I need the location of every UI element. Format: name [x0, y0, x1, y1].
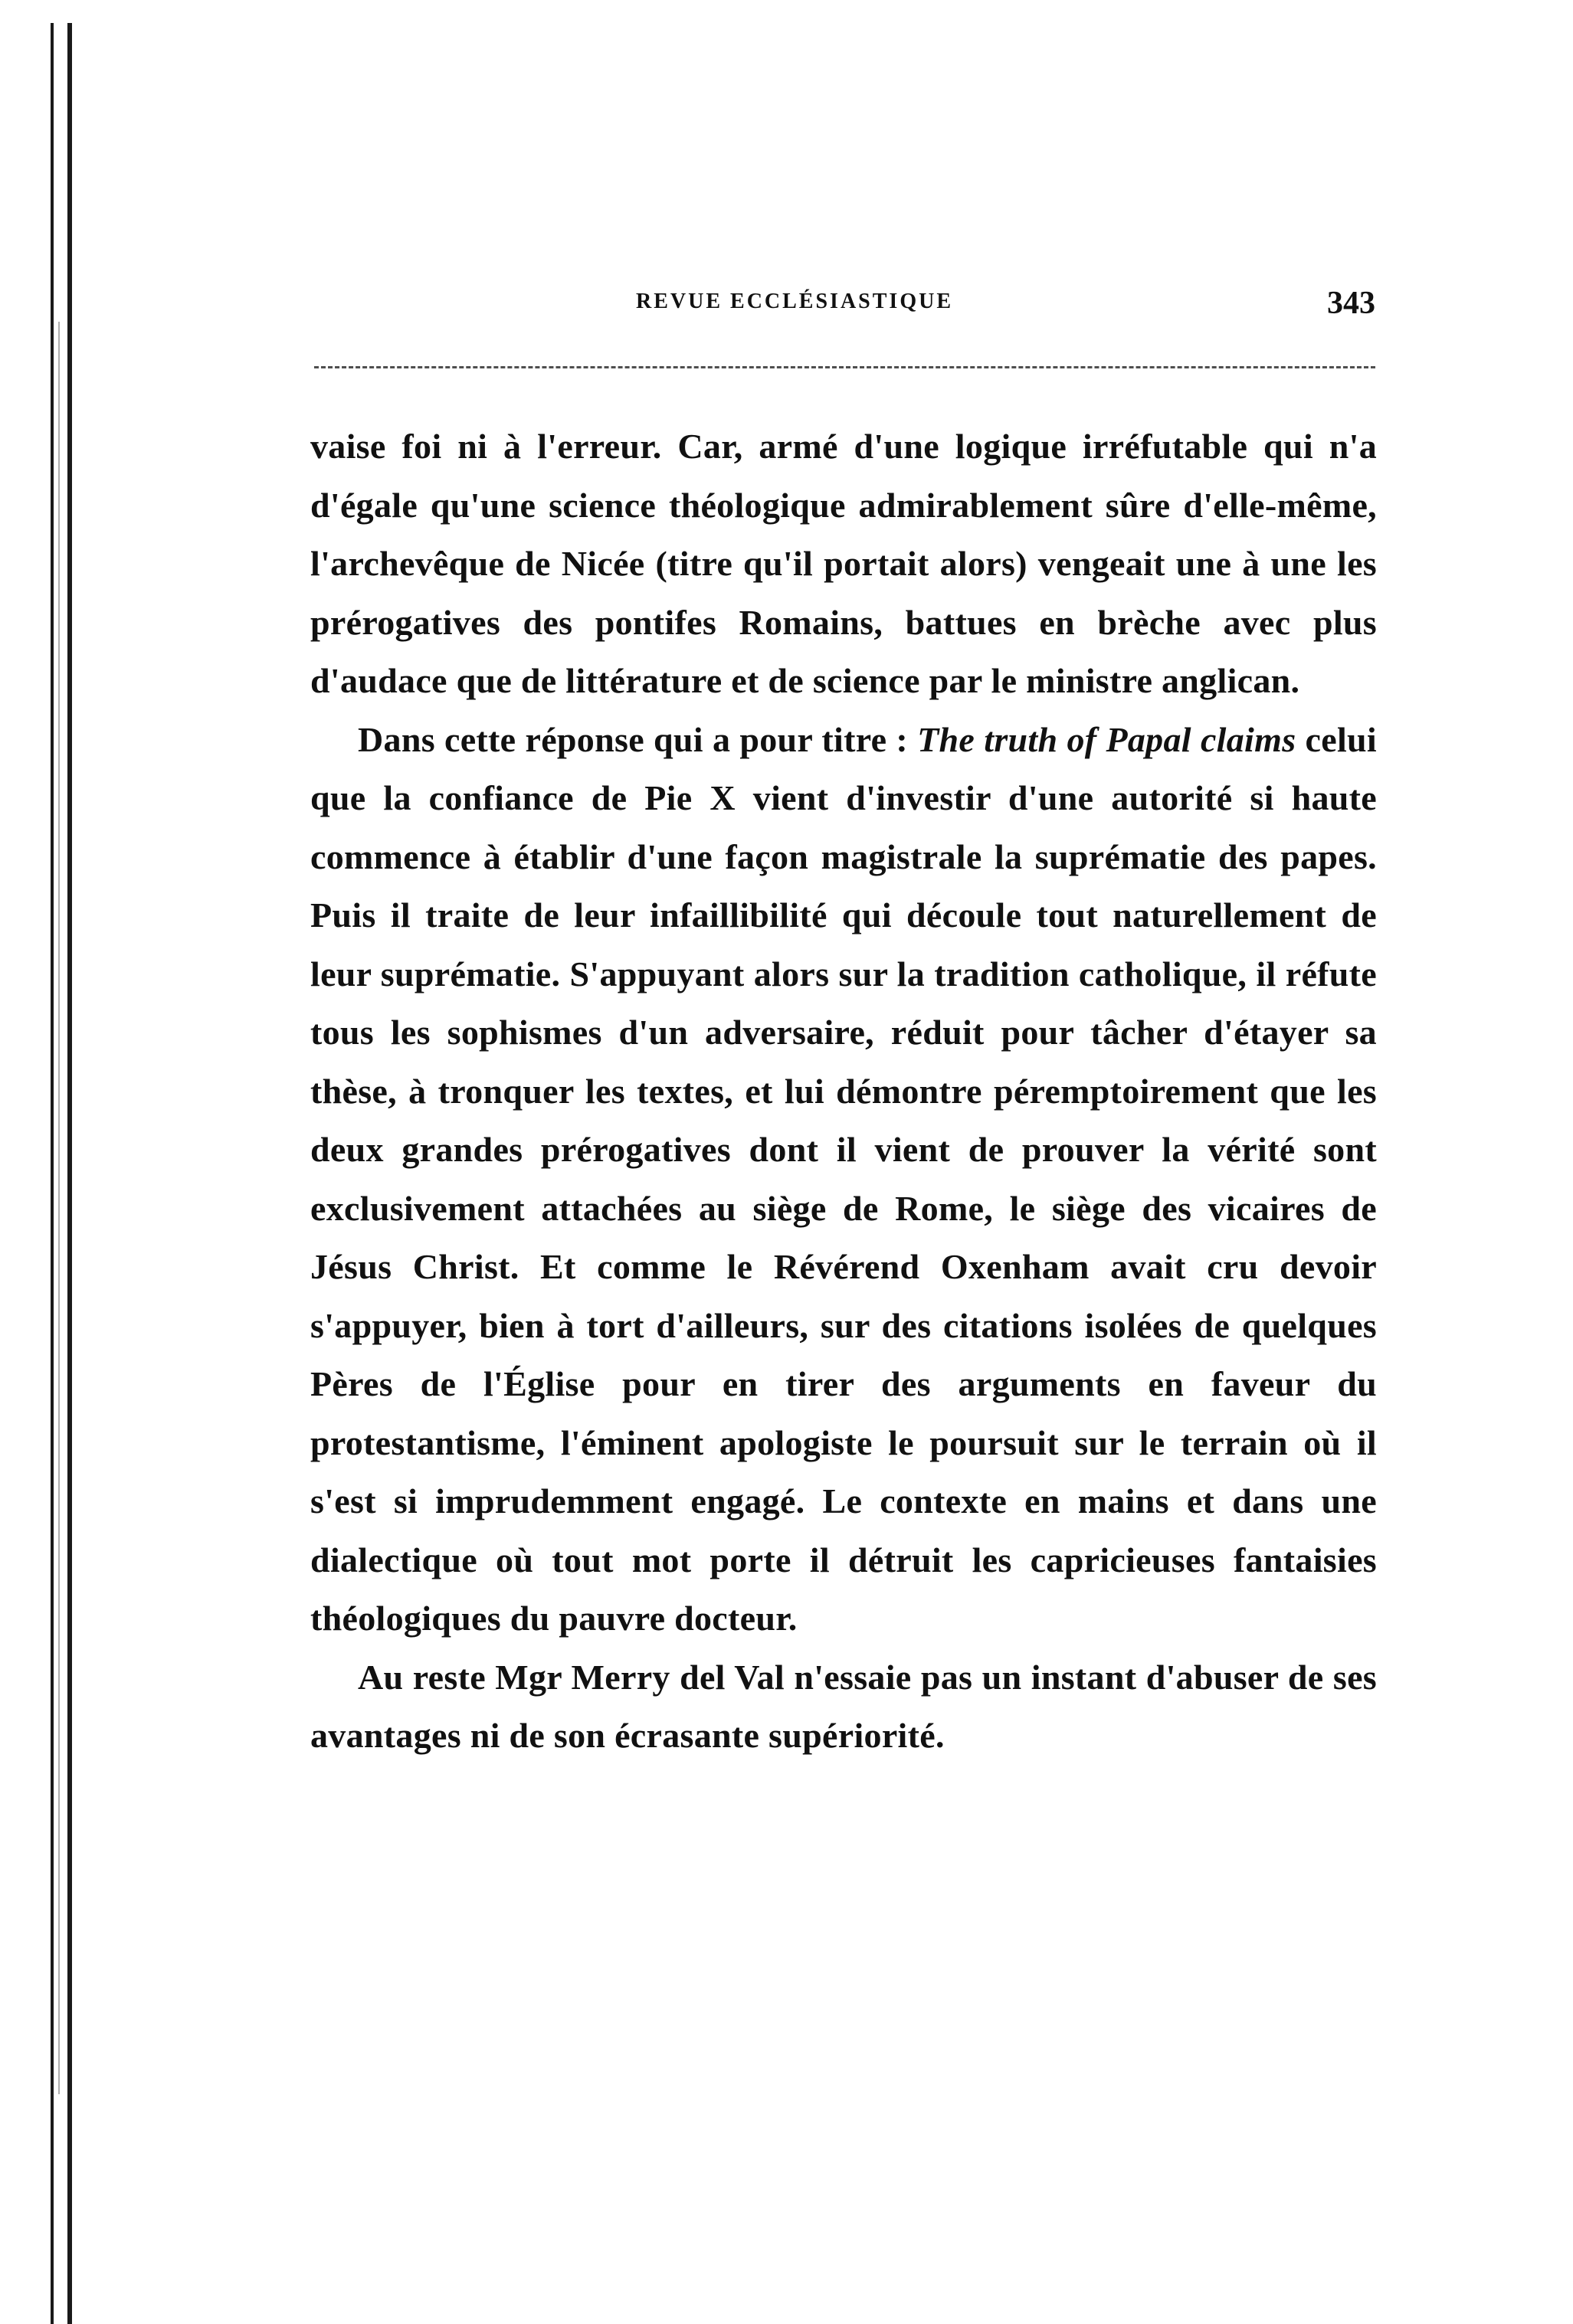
running-title: REVUE ECCLÉSIASTIQUE: [636, 290, 953, 313]
book-title: The truth of Papal claims: [917, 719, 1296, 759]
binding-line: [58, 322, 60, 2094]
running-head: [310, 286, 1375, 336]
paragraph-3: Au reste Mgr Merry del Val n'essaie pas un instant d'abuser de ses avantages ni de son écrasante supériorité.: [310, 1657, 1377, 1755]
binding-edge: [0, 0, 84, 2324]
paragraph-1: vaise foi ni à l'erreur. Car, armé d'une logique irréfutable qui n'a d'égale qu'une science théologique admirablement sûre d'elle-même, l'archevêque de Nicée (titre qu'il portait alors) vengeait une à une les prérogatives des pontifes Romains, battues en brèche avec plus d'audace que de littérature et de science par le ministre anglican.: [310, 427, 1377, 700]
binding-line: [51, 23, 54, 2324]
body-text: [310, 417, 1377, 1766]
header-rule: [314, 366, 1375, 368]
paragraph-2-start: Dans cette réponse qui a pour titre :: [358, 719, 918, 759]
page-number: 343: [1327, 286, 1375, 321]
paragraph-2-rest: celui que la confiance de Pie X vient d'investir d'une autorité si haute commence à établir d'une façon magistrale la suprématie des papes. Puis il traite de leur infaillibilité qui découle tout naturellement de leur suprématie. S'appuyant alors sur la tradition catholique, il réfute tous les sophismes d'un adversaire, réduit pour tâcher d'étayer sa thèse, à tronquer les textes, et lui démontre péremptoirement que les deux grandes prérogatives dont il vient de prouver la vérité sont exclusivement attachées au siège de Rome, le siège des vicaires de Jésus Christ. Et comme le Révérend Oxenham avait cru devoir s'appuyer, bien à tort d'ailleurs, sur des citations isolées de quelques Pères de l'Église pour en tirer des arguments en faveur du protestantisme, l'éminent apologiste le poursuit sur le terrain où il s'est si imprudemment engagé. Le contexte en mains et dans une dialectique où tout mot porte il détruit les capricieuses fantaisies théologiques du pauvre docteur.: [310, 719, 1377, 1638]
paragraph-2: [310, 711, 1377, 1648]
binding-line: [67, 23, 72, 2324]
